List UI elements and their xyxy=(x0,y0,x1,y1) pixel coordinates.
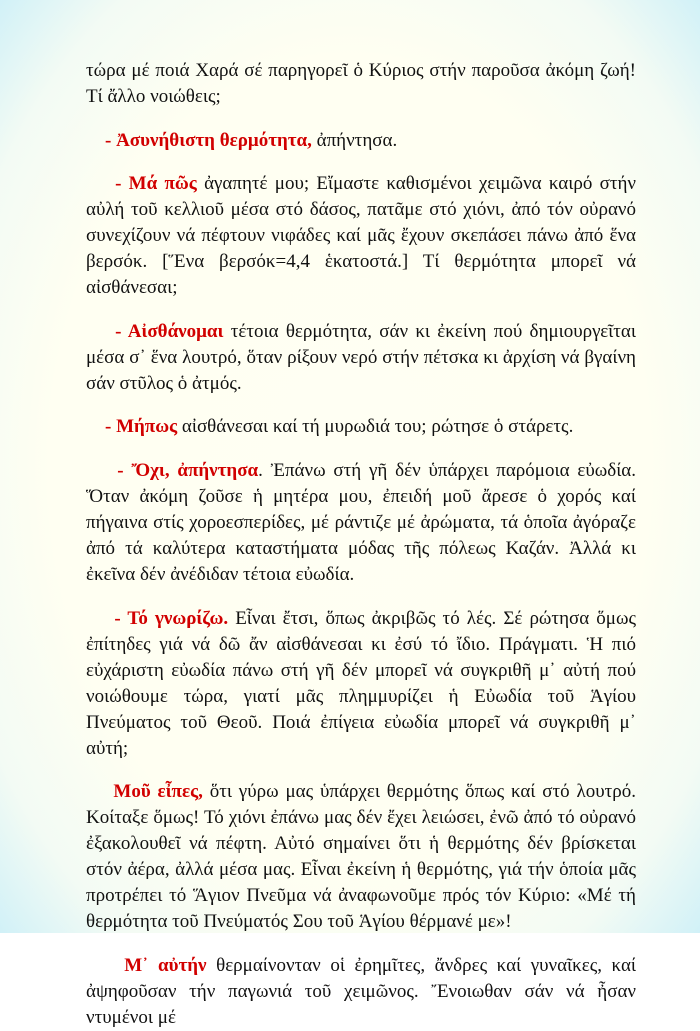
dialogue-lead: Μοῦ εἶπες, xyxy=(113,781,203,803)
dialogue-paragraph xyxy=(86,458,636,588)
dialogue-paragraph xyxy=(86,779,636,935)
paragraph-text: ὅτι γύρω μας ὑπάρχει θερμότης ὅπως καί στό λουτρό. Κοίταξε ὅμως! Τό χιόνι ἐπάνω μας δέν ἔχει λειώσει, ἐνῶ ἀπό τό οὐρανό ἐξακολουθεῖ νά πέφτη. Αὐτό σημαίνει ὅτι ἡ θερμότης δέν βρίσκεται στόν ἀέρα, ἀλλά μέσα μας. Εἶναι ἐκείνη ἡ θερμότης, γιά τήν ὁποία μᾶς προτρέπει τό Ἅγιον Πνεῦμα νά ἀναφωνοῦμε πρός τόν Κύριο: «Μέ τή θερμότητα τοῦ Πνεύματός Σου τοῦ Ἁγίου θέρμανέ με»! xyxy=(86,781,636,933)
dialogue-lead: Μ᾽ αὐτήν xyxy=(124,954,207,976)
paragraph-text: τώρα μέ ποιά Χαρά σέ παρηγορεῖ ὁ Κύριος στήν παροῦσα ἀκόμη ζωή! Τί ἄλλο νοιώθεις; xyxy=(86,60,636,107)
dialogue-paragraph xyxy=(86,414,636,440)
dialogue-paragraph xyxy=(86,319,636,397)
dialogue-paragraph xyxy=(86,128,636,154)
dialogue-lead: - Ἀσυνήθιστη θερμότητα, xyxy=(105,129,312,151)
paragraph-text: ἀπήντησα. xyxy=(311,129,398,151)
dialogue-lead: - Μά πῶς xyxy=(115,173,197,195)
paragraph-text: αἰσθάνεσαι καί τή μυρωδιά του; ρώτησε ὁ στάρετς. xyxy=(177,416,574,438)
dialogue-lead: - Ὄχι, ἀπήντησα xyxy=(117,459,259,481)
dialogue-lead: - Αἰσθάνομαι xyxy=(115,320,224,342)
paragraph-text: ἀγαπητέ μου; Εἴμαστε καθισμένοι χειμῶνα καιρό στήν αὐλή τοῦ κελλιοῦ μέσα στό δάσος, πατᾶμε στό χιόνι, ἀπό τόν οὐρανό συνεχίζουν νά πέφτουν νιφάδες καί μᾶς ἔχουν σκεπάσει πάνω ἀπό ἕνα βερσόκ. [Ἕνα βερσόκ=4,4 ἑκατοστά.] Τί θερμότητα μπορεῖ νά αἰσθάνεσαι; xyxy=(86,173,637,299)
dialogue-paragraph xyxy=(86,606,636,762)
paragraph-text: θερμαίνονταν οἱ ἐρημῖτες, ἄνδρες καί γυναῖκες, καί ἀψηφοῦσαν τήν παγωνιά τοῦ χειμῶνος. Ἔνοιωθαν σάν νά ἦσαν ντυμένοι μέ xyxy=(86,954,637,1028)
paragraph-text: τέτοια θερμότητα, σάν κι ἐκείνη πού δημιουργεῖται μέσα σ᾽ ἕνα λουτρό, ὅταν ρίξουν νερό στήν πέτσκα κι ἀρχίση νά βγαίνη σάν στῦλος ὁ ἀτμός. xyxy=(86,320,636,394)
dialogue-paragraph xyxy=(86,171,636,301)
paragraph-continuation xyxy=(86,58,636,110)
paragraph-text: . Ἐπάνω στή γῆ δέν ὑπάρχει παρόμοια εὐωδία. Ὅταν ἀκόμη ζοῦσε ἡ μητέρα μου, ἐπειδή μοῦ ἄρεσε ὁ χορός καί πήγαινα στίς χοροεσπερίδες, μέ ράντιζε μέ ἀρώματα, τά ὁποῖα ἀγόραζε ἀπό τά καλύτερα καταστήματα μόδας τῆς πόλεως Καζάν. Ἀλλά κι ἐκεῖνα δέν ἀνέδιδαν τέτοια εὐωδία. xyxy=(86,459,637,585)
dialogue-lead: - Τό γνωρίζω. xyxy=(114,607,229,629)
paragraph-text: Εἶναι ἔτσι, ὅπως ἀκριβῶς τό λές. Σέ ρώτησα ὅμως ἐπίτηδες γιά νά δῶ ἄν αἰσθάνεσαι κι ἐσύ τό ἴδιο. Πράγματι. Ἡ πιό εὐχάριστη εὐωδία πάνω στή γῆ δέν μπορεῖ νά συγκριθῆ μ᾽ αὐτή πού νοιώθουμε τώρα, γιατί μᾶς πλημμυρίζει ἡ Εὐωδία τοῦ Ἁγίου Πνεύματος τοῦ Θεοῦ. Ποιά ἐπίγεια εὐωδία μπορεῖ νά συγκριθῆ μ᾽ αὐτή; xyxy=(86,607,637,759)
dialogue-paragraph xyxy=(86,953,636,1031)
dialogue-lead: - Μήπως xyxy=(105,416,178,438)
